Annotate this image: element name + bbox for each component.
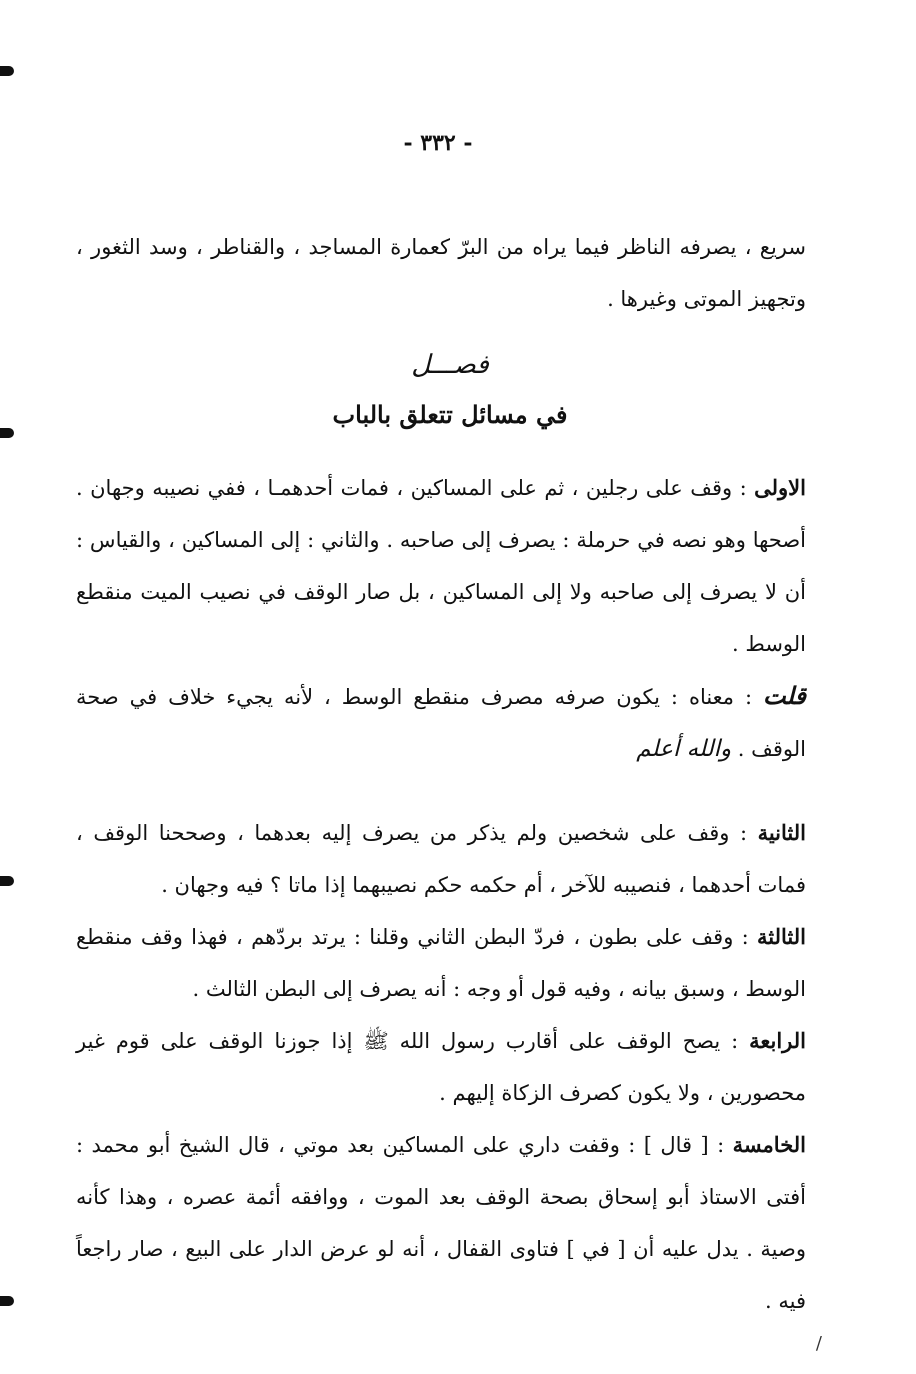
issue-label: الخامسة	[732, 1132, 806, 1157]
author-note	[76, 670, 806, 775]
issue-text: : وقف على بطون ، فردّ البطن الثاني وقلنا : يرتد بردّهم ، فهذا وقف منقطع الوسط ، وسبق بيانه ، وفيه قول أو وجه : أنه يصرف إلى البطن الثالث .	[76, 925, 806, 1001]
issue-fifth	[76, 1119, 806, 1327]
issue-text: : [ قال ] : وقفت داري على المساكين بعد موتي ، قال الشيخ أبو محمد : أفتى الاستاذ أبو إسحاق بصحة الوقف بعد الموت ، ووافقه أئمة عصره ، وهذا كأنه وصية . يدل عليه أن [ في ] فتاوى القفال ، أنه لو عرض الدار على البيع ، صار راجعاً فيه .	[76, 1133, 806, 1313]
note-text: : معناه : يكون صرفه مصرف منقطع الوسط ، لأنه يجيء خلاف في صحة الوقف .	[76, 685, 806, 761]
issue-fourth	[76, 1015, 806, 1119]
issue-text: : وقف على رجلين ، ثم على المساكين ، فمات أحدهمـا ، ففي نصيبه وجهان . أصحها وهو نصه في حرملة : يصرف إلى صاحبه . والثاني : إلى المساكين ، والقياس : أن لا يصرف إلى صاحبه ولا إلى المساكين ، بل صار الوقف في نصيب الميت منقطع الوسط .	[76, 476, 806, 656]
intro-paragraph: سريع ، يصرفه الناظر فيما يراه من البرّ كعمارة المساجد ، والقناطر ، وسد الثغور ، وتجهيز الموتى وغيرها .	[76, 235, 806, 311]
issue-second	[76, 807, 806, 911]
binding-mark	[0, 876, 14, 886]
section-title: في مسائل تتعلق بالباب	[332, 400, 568, 429]
page-number: - ٣٣٢ -	[403, 130, 473, 156]
issue-text: : يصح الوقف على أقارب رسول الله ﷺ إذا جوزنا الوقف على قوم غير محصورين ، ولا يكون كصرف الزكاة إليهم .	[76, 1029, 806, 1105]
issues-list	[76, 462, 806, 1327]
fasl-heading: فصـــل	[411, 350, 489, 380]
note-label: قلت	[763, 681, 806, 710]
issue-third	[76, 911, 806, 1015]
issue-first	[76, 462, 806, 670]
issue-text: : وقف على شخصين ولم يذكر من يصرف إليه بعدهما ، وصححنا الوقف ، فمات أحدهما ، فنصيبه للآخر ، أم حكمه حكم نصيبهما إذا ماتا ؟ فيه وجهان .	[76, 821, 806, 897]
issue-label: الرابعة	[749, 1028, 806, 1053]
pencil-mark: /	[815, 1333, 822, 1354]
issue-label: الثانية	[757, 820, 806, 845]
section-heading	[0, 345, 900, 437]
binding-mark	[0, 1296, 14, 1306]
closing-formula: والله أعلم	[636, 736, 732, 762]
issue-label: الثالثة	[757, 924, 806, 949]
binding-mark	[0, 66, 14, 76]
issue-label: الاولى	[754, 475, 806, 500]
